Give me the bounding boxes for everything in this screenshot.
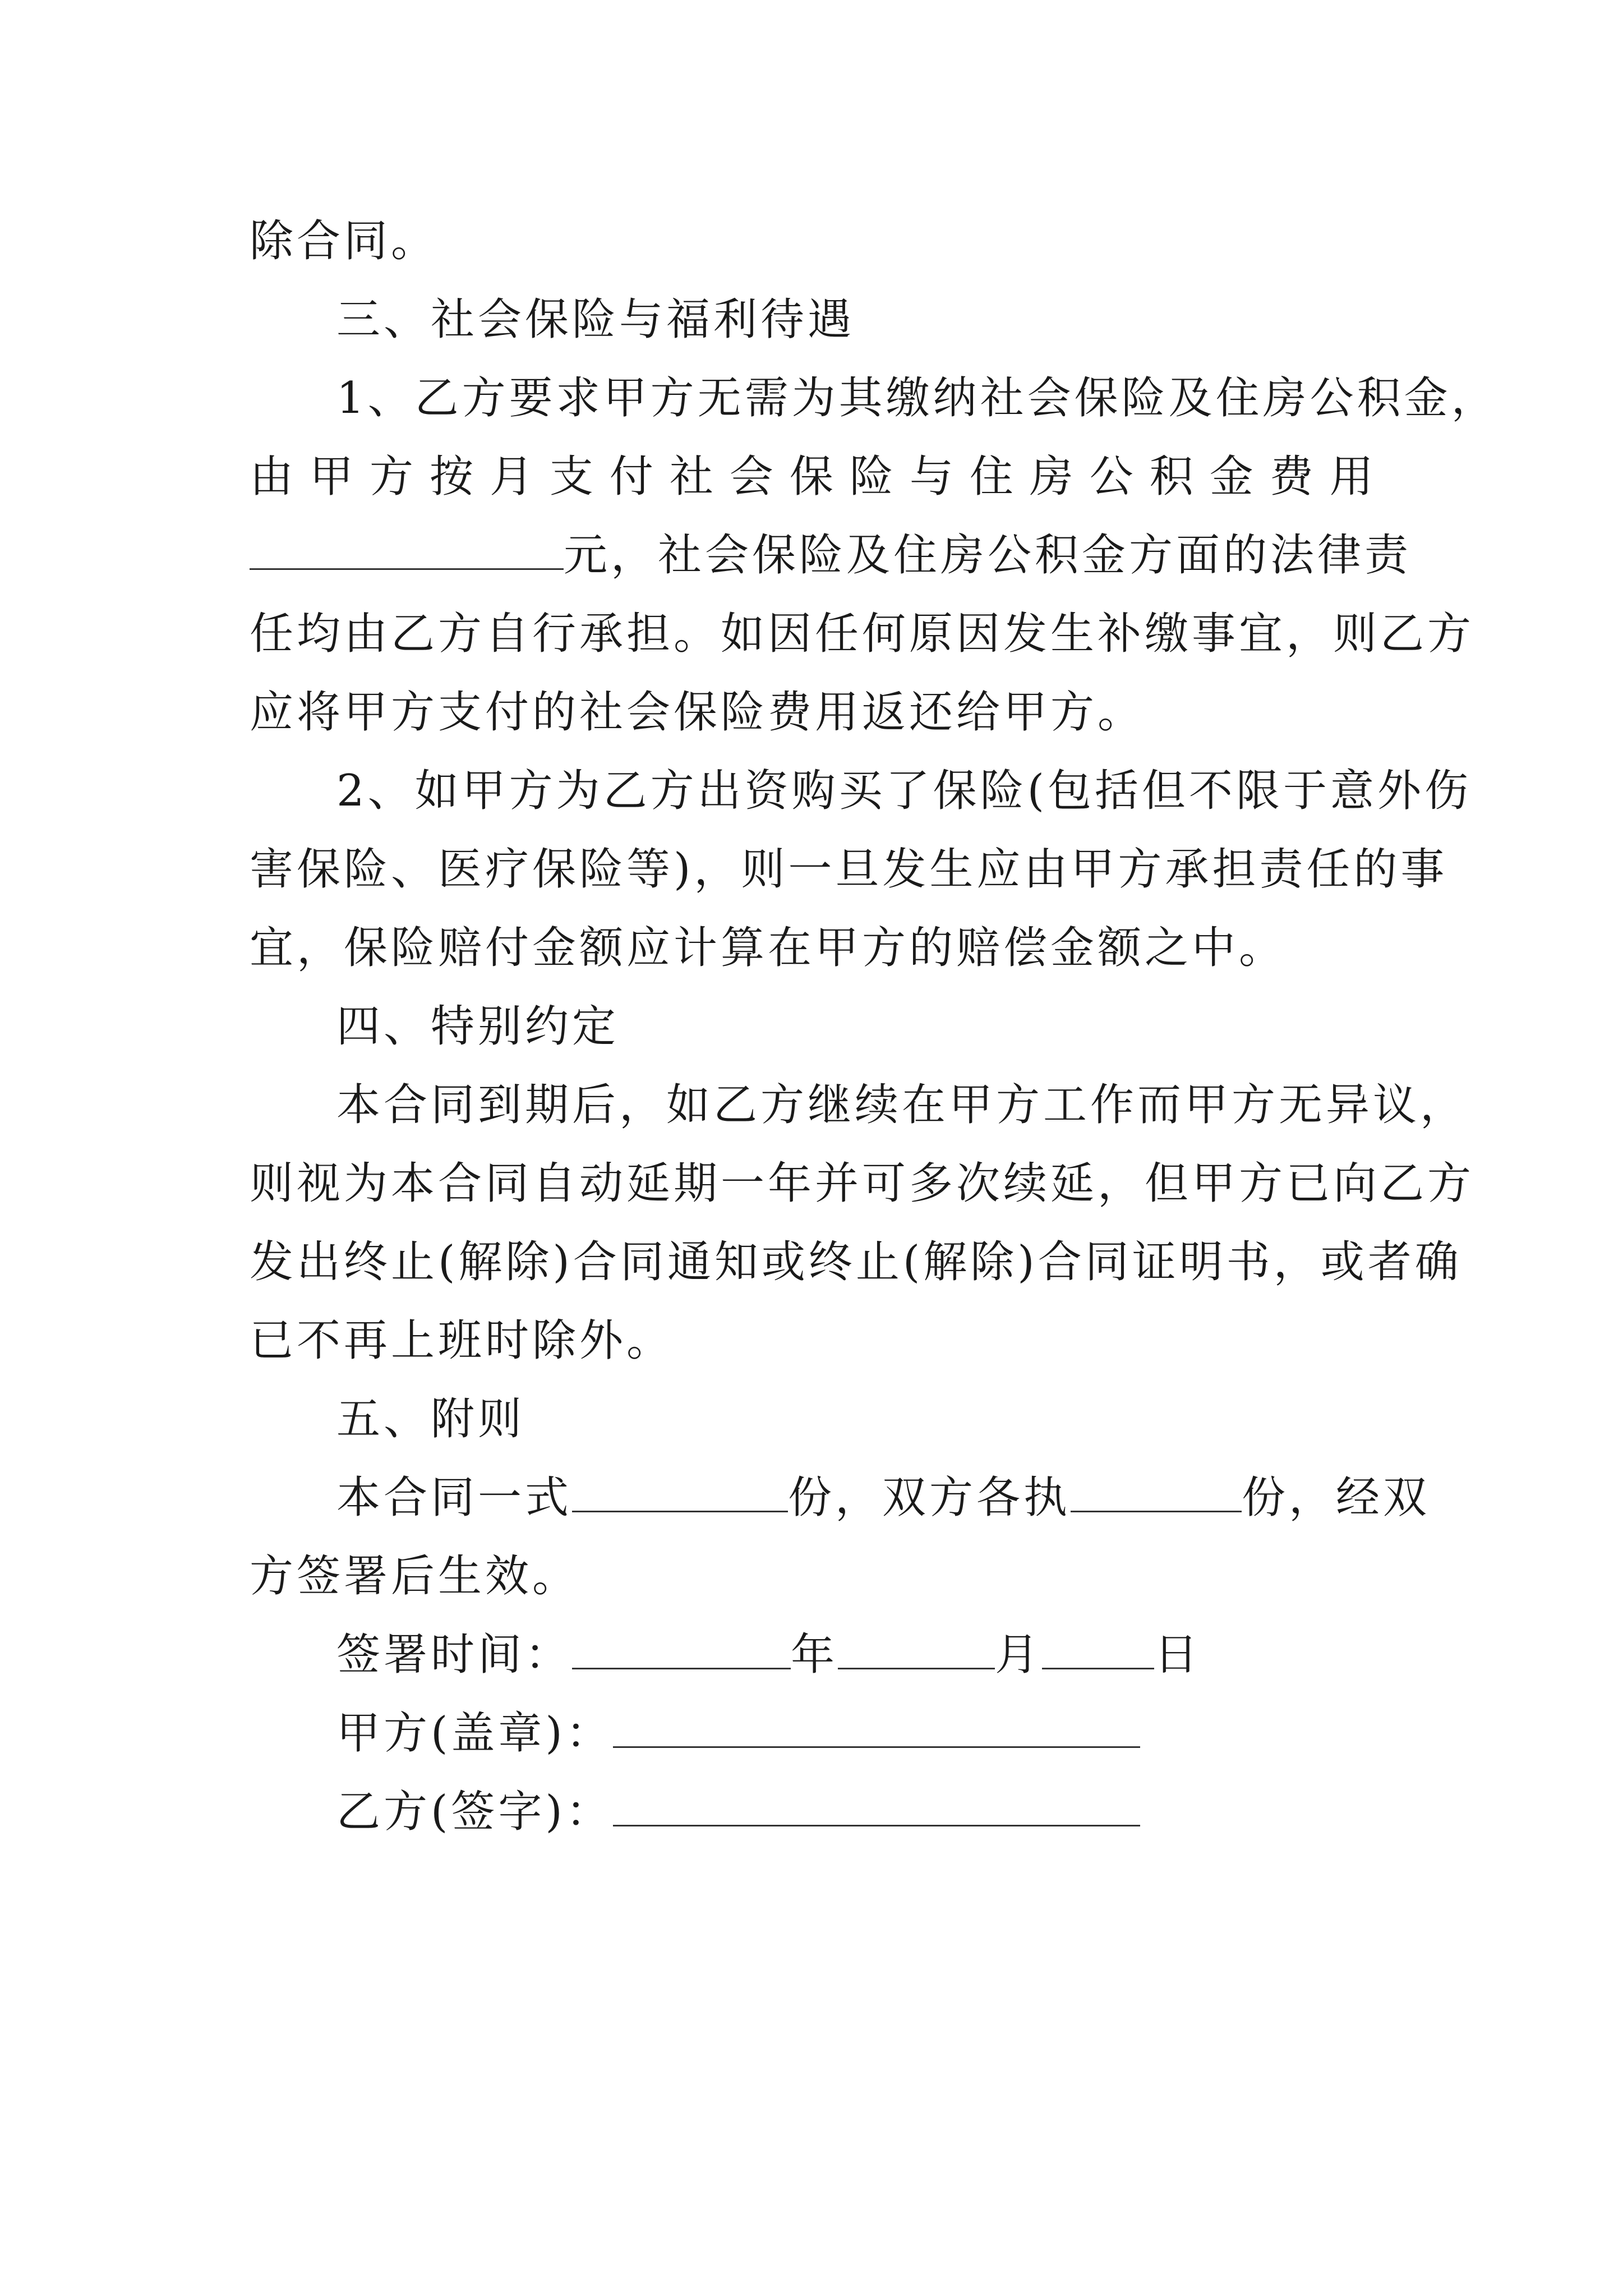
copies-total-blank (572, 1474, 788, 1512)
justified-char: 住 (969, 452, 1017, 502)
year-label: 年 (791, 1630, 838, 1680)
justified-char: 费 (1269, 452, 1317, 502)
paragraph-1-line-1: 1、乙方要求甲方无需为其缴纳社会保险及住房公积金， (336, 373, 1498, 424)
month-blank (838, 1631, 995, 1669)
copies-each-blank (1071, 1474, 1242, 1512)
paragraph-2-line-2: 害保险、医疗保险等)，则一旦发生应由甲方承担责任的事 (250, 844, 1448, 895)
party-a-seal-blank (613, 1709, 1140, 1748)
justified-char: 方 (369, 452, 417, 502)
justified-char: 积 (1149, 452, 1197, 502)
signing-date-label: 签署时间： (336, 1630, 573, 1680)
paragraph-1-line-3-text: 元，社会保险及住房公积金方面的法律责 (564, 530, 1412, 581)
section-heading-social-insurance: 三、社会保险与福利待遇 (336, 295, 855, 345)
paragraph-3-line-2: 则视为本合同自动延期一年并可多次续延，但甲方已向乙方 (250, 1158, 1475, 1209)
paragraph-4-line-2: 方签署后生效。 (250, 1551, 580, 1602)
justified-char: 金 (1209, 452, 1257, 502)
day-blank (1042, 1631, 1154, 1669)
text-line-continuation: 除合同。 (250, 216, 439, 266)
party-a-line (336, 1703, 1140, 1764)
paragraph-1-line-4: 任均由乙方自行承担。如因任何原因发生补缴事宜，则乙方 (250, 609, 1475, 659)
justified-char: 险 (849, 452, 897, 502)
justified-char: 月 (489, 452, 537, 502)
justified-char: 支 (549, 452, 597, 502)
paragraph-1-line-2 (250, 446, 1377, 508)
party-b-line (336, 1781, 1140, 1843)
paragraph-1-line-5: 应将甲方支付的社会保险费用返还给甲方。 (250, 687, 1145, 738)
paragraph-3-line-3: 发出终止(解除)合同通知或终止(解除)合同证明书，或者确 (250, 1237, 1462, 1287)
justified-char: 保 (789, 452, 837, 502)
paragraph-1-line-3 (250, 524, 1412, 586)
paragraph-2-line-1: 2、如甲方为乙方出资购买了保险(包括但不限于意外伤 (336, 766, 1472, 816)
paragraph-3-line-4: 已不再上班时除外。 (250, 1315, 674, 1366)
day-label: 日 (1154, 1630, 1202, 1680)
justified-char: 社 (669, 452, 717, 502)
paragraph-2-line-3: 宜，保险赔付金额应计算在甲方的赔偿金额之中。 (250, 923, 1287, 973)
copies-text-b: 份，双方各执 (788, 1473, 1071, 1523)
paragraph-3-line-1: 本合同到期后，如乙方继续在甲方工作而甲方无异议， (336, 1080, 1468, 1130)
copies-text-a: 本合同一式 (336, 1473, 573, 1523)
justified-char: 与 (909, 452, 957, 502)
justified-char: 公 (1089, 452, 1137, 502)
justified-char: 用 (1329, 452, 1377, 502)
month-label: 月 (995, 1630, 1043, 1680)
justified-char: 付 (609, 452, 657, 502)
justified-char: 房 (1029, 452, 1077, 502)
section-heading-special-terms: 四、特别约定 (336, 1001, 620, 1052)
party-b-label: 乙方(签字)： (336, 1787, 613, 1837)
section-heading-supplementary: 五、附则 (336, 1394, 525, 1444)
amount-blank (250, 531, 564, 570)
paragraph-4-line-1 (336, 1467, 1430, 1529)
signing-date-line (336, 1624, 1201, 1686)
justified-char: 会 (729, 452, 777, 502)
justified-char: 由 (250, 452, 297, 502)
justified-char: 甲 (309, 452, 357, 502)
party-a-label: 甲方(盖章)： (336, 1708, 613, 1759)
party-b-signature-blank (613, 1788, 1140, 1826)
justified-char: 按 (429, 452, 477, 502)
year-blank (572, 1631, 791, 1669)
copies-text-c: 份，经双 (1242, 1473, 1431, 1523)
